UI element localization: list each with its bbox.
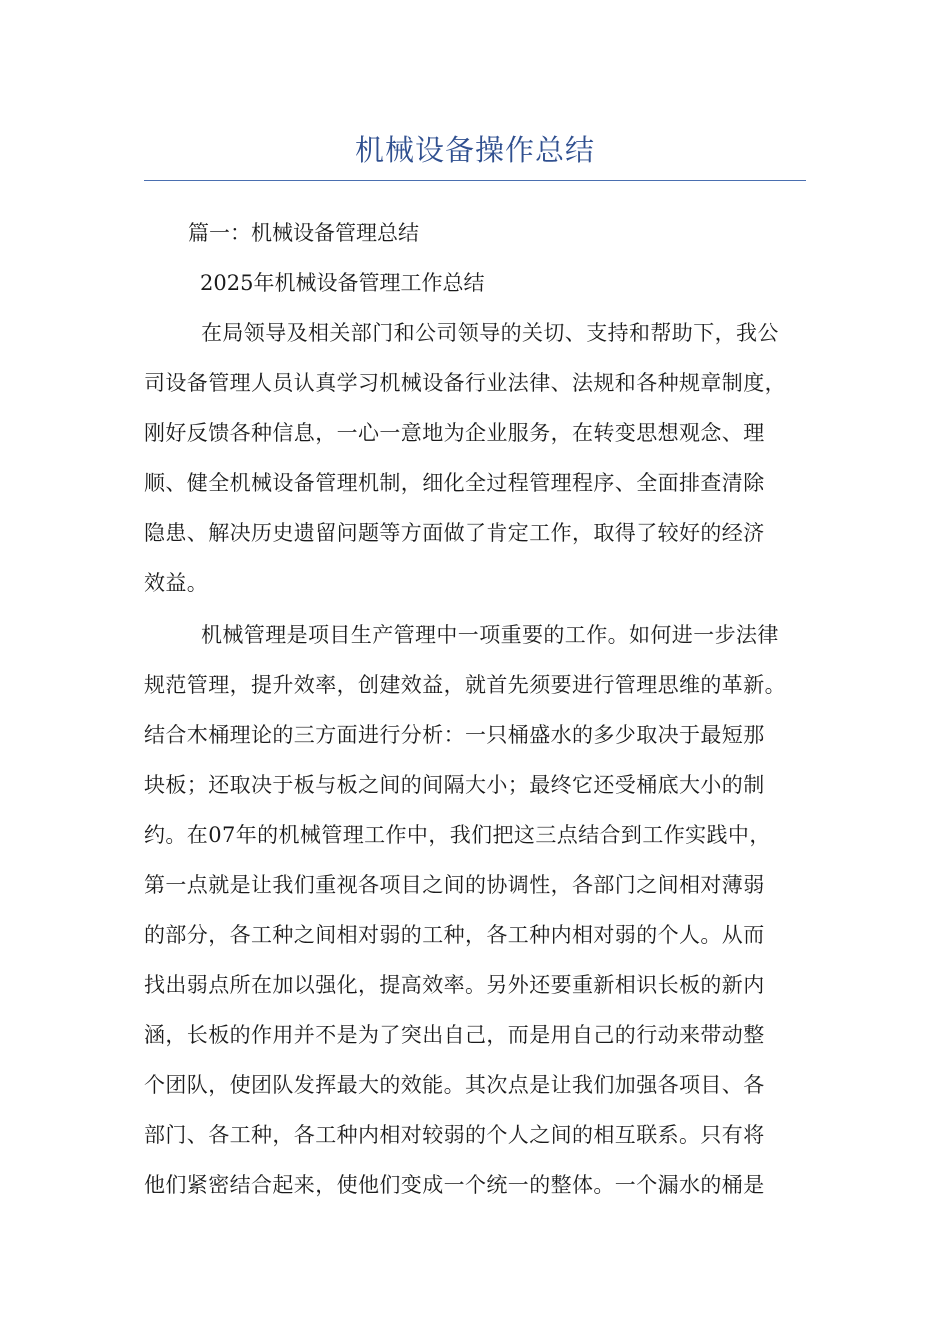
- paragraph-line: 隐患、解决历史遗留问题等方面做了肯定工作，取得了较好的经济: [144, 521, 765, 545]
- paragraph-line: 效益。: [144, 571, 209, 595]
- paragraph-line: 个团队，使团队发挥最大的效能。其次点是让我们加强各项目、各: [144, 1073, 765, 1097]
- paragraph-1: [144, 308, 808, 608]
- paragraph-line: 块板；还取决于板与板之间的间隔大小；最终它还受桶底大小的制: [144, 773, 765, 797]
- paragraph-line: 第一点就是让我们重视各项目之间的协调性，各部门之间相对薄弱: [144, 873, 765, 897]
- paragraph-line: 司设备管理人员认真学习机械设备行业法律、法规和各种规章制度，: [144, 371, 786, 395]
- document-title: 机械设备操作总结: [354, 133, 595, 167]
- paragraph-line: 他们紧密结合起来，使他们变成一个统一的整体。一个漏水的桶是: [144, 1173, 765, 1197]
- paragraph-line: 刚好反馈各种信息，一心一意地为企业服务，在转变思想观念、理: [144, 421, 765, 445]
- paragraph-2: [144, 610, 808, 1210]
- paragraph-line: 结合木桶理论的三方面进行分析：一只桶盛水的多少取决于最短那: [144, 723, 765, 747]
- sub-heading: 2025年机械设备管理工作总结: [200, 271, 485, 295]
- section-heading: 篇一：机械设备管理总结: [188, 221, 419, 245]
- paragraph-line: 在局领导及相关部门和公司领导的关切、支持和帮助下，我公: [201, 321, 779, 345]
- title-divider: [144, 180, 806, 181]
- paragraph-line: 规范管理，提升效率，创建效益，就首先须要进行管理思维的革新。: [144, 673, 786, 697]
- paragraph-line: 部门、各工种，各工种内相对较弱的个人之间的相互联系。只有将: [144, 1123, 765, 1147]
- paragraph-line: 涵，长板的作用并不是为了突出自己，而是用自己的行动来带动整: [144, 1023, 765, 1047]
- paragraph-line: 顺、健全机械设备管理机制，细化全过程管理程序、全面排查清除: [144, 471, 765, 495]
- paragraph-line: 约。在07年的机械管理工作中，我们把这三点结合到工作实践中，: [144, 823, 771, 847]
- paragraph-line: 机械管理是项目生产管理中一项重要的工作。如何进一步法律: [201, 623, 779, 647]
- paragraph-line: 找出弱点所在加以强化，提高效率。另外还要重新相识长板的新内: [144, 973, 765, 997]
- paragraph-line: 的部分，各工种之间相对弱的工种，各工种内相对弱的个人。从而: [144, 923, 765, 947]
